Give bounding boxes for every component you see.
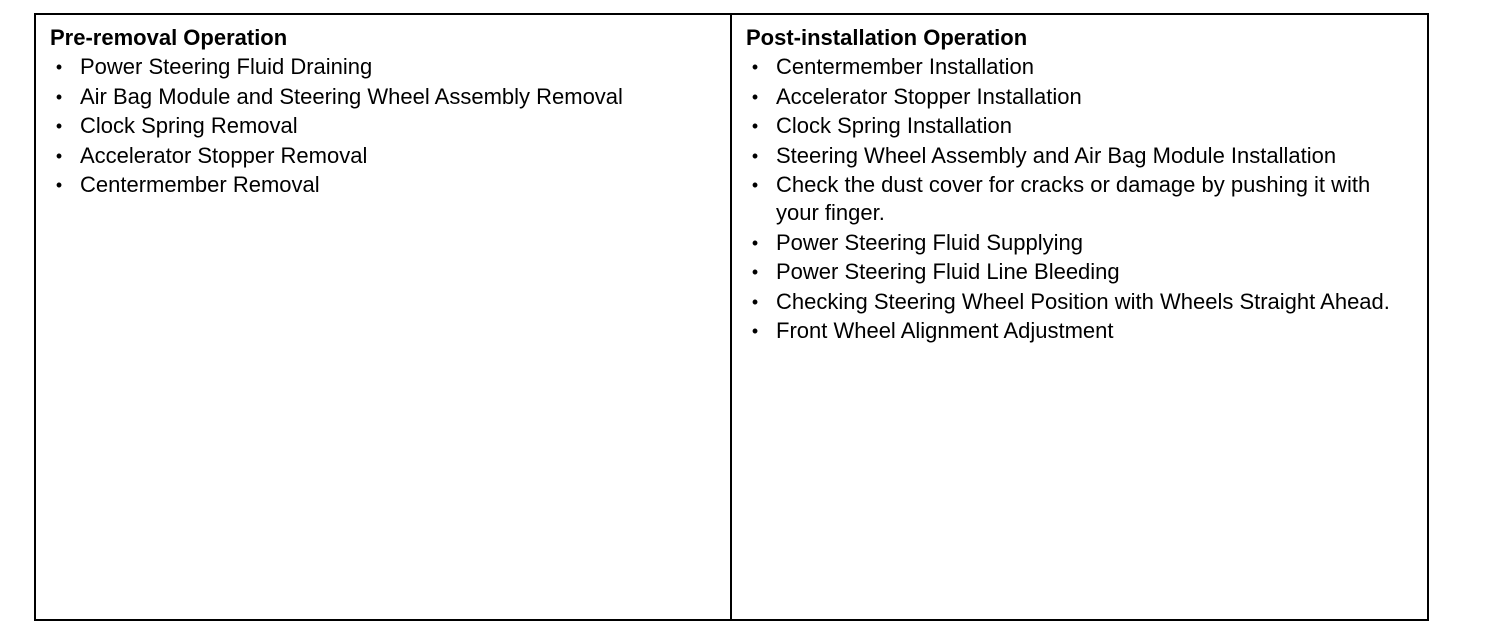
pre-removal-column [36,15,732,619]
list-item-text: Accelerator Stopper Removal [80,142,368,168]
list-item-text: Checking Steering Wheel Position with Wheels Straight Ahead. [776,288,1390,314]
list-item-text: Power Steering Fluid Draining [80,54,373,79]
bullet-icon: • [751,321,759,341]
bullet-icon: • [751,57,759,77]
bullet-icon: • [55,116,63,136]
list-item [746,258,1417,286]
bullet-icon: • [751,86,759,107]
bullet-icon: • [751,116,759,136]
bullet-icon: • [55,175,63,195]
bullet-icon: • [751,232,759,253]
post-installation-column [732,15,1427,619]
bullet-icon: • [751,175,759,195]
list-item-text: Clock Spring Removal [80,113,298,138]
pre-removal-list [50,53,716,199]
bullet-icon: • [55,86,63,107]
list-item [746,288,1417,316]
list-item [746,112,1417,140]
list-item [746,171,1417,227]
list-item-text: Accelerator Stopper Installation [776,83,1082,109]
list-item [50,112,716,140]
list-item [746,142,1417,170]
operations-table [34,13,1429,621]
list-item-text: Centermember Removal [80,172,320,197]
list-item-text: Power Steering Fluid Supplying [776,229,1083,255]
list-item [50,142,716,170]
list-item-text: Clock Spring Installation [776,113,1013,138]
list-item [50,53,716,81]
bullet-icon: • [751,291,759,312]
list-item-text: Power Steering Fluid Line Bleeding [776,259,1120,284]
post-installation-list [746,53,1417,345]
list-item-text: Steering Wheel Assembly and Air Bag Module Installation [776,142,1337,168]
bullet-icon: • [751,145,759,166]
list-item-text: Front Wheel Alignment Adjustment [776,318,1114,343]
bullet-icon: • [751,262,759,282]
bullet-icon: • [55,57,63,77]
list-item [50,83,716,111]
post-installation-heading: Post-installation Operation [746,25,1028,50]
list-item [746,53,1417,81]
pre-removal-heading: Pre-removal Operation [50,25,288,50]
list-item [746,83,1417,111]
list-item [746,229,1417,257]
list-item [50,171,716,199]
list-item-text: Air Bag Module and Steering Wheel Assembly Removal [80,83,623,109]
list-item-text: Check the dust cover for cracks or damage by pushing it with your finger. [776,172,1371,225]
list-item [746,317,1417,345]
bullet-icon: • [55,145,63,166]
list-item-text: Centermember Installation [776,54,1035,79]
